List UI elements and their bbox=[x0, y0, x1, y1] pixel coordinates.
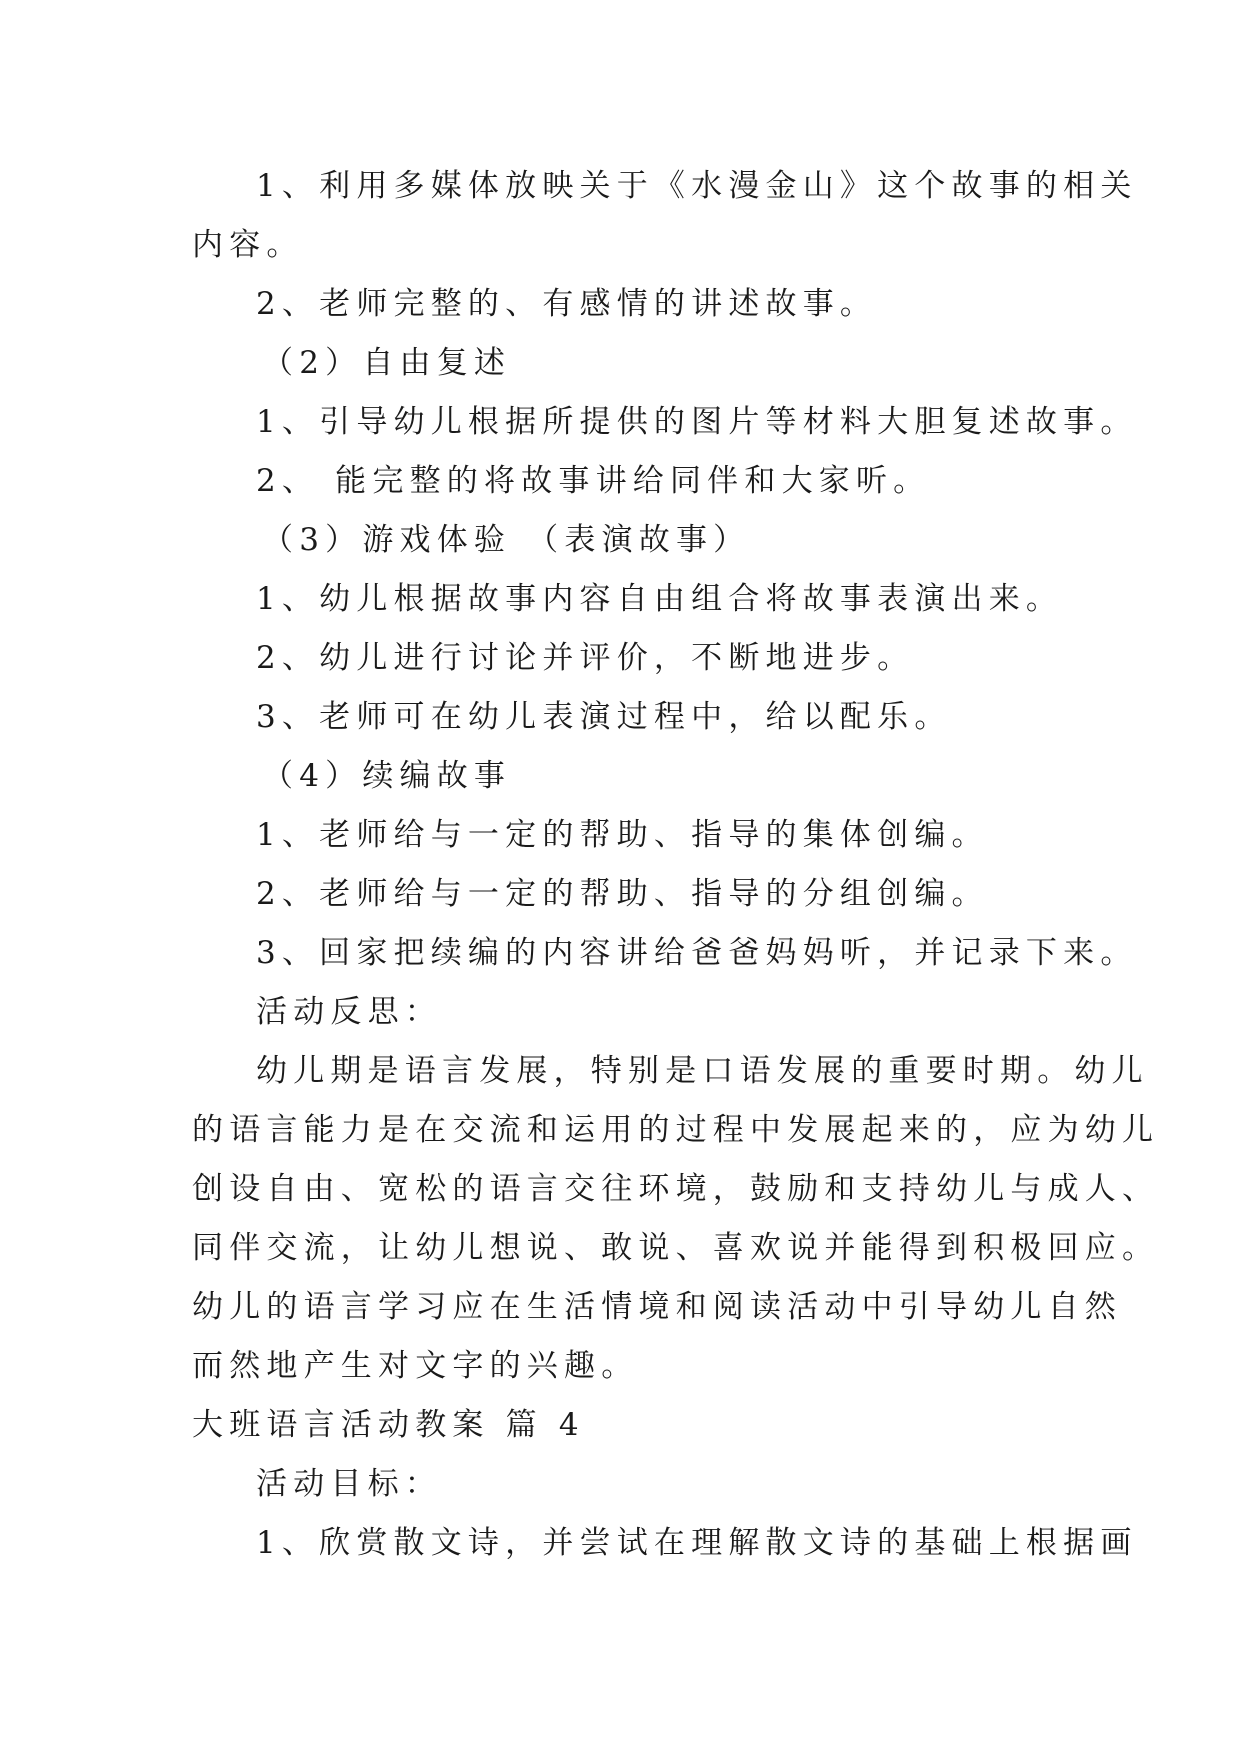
section-heading: 活动反思： bbox=[256, 994, 442, 1030]
paragraph-line: 1、幼儿根据故事内容自由组合将故事表演出来。 bbox=[256, 581, 1064, 617]
paragraph-line: 1、老师给与一定的帮助、指导的集体创编。 bbox=[256, 817, 989, 853]
paragraph-line: 内容。 bbox=[192, 227, 304, 263]
paragraph-line: 3、回家把续编的内容讲给爸爸妈妈听，并记录下来。 bbox=[256, 935, 1138, 971]
paragraph-line: 幼儿的语言学习应在生活情境和阅读活动中引导幼儿自然 bbox=[192, 1289, 1122, 1325]
paragraph-line: 2、 能完整的将故事讲给同伴和大家听。 bbox=[256, 463, 931, 499]
paragraph-line: 的语言能力是在交流和运用的过程中发展起来的，应为幼儿 bbox=[192, 1112, 1160, 1148]
paragraph-line: 1、欣赏散文诗，并尝试在理解散文诗的基础上根据画 bbox=[256, 1525, 1138, 1561]
paragraph-line: 1、引导幼儿根据所提供的图片等材料大胆复述故事。 bbox=[256, 404, 1138, 440]
paragraph-line: 幼儿期是语言发展，特别是口语发展的重要时期。幼儿 bbox=[256, 1053, 1149, 1089]
section-heading: （2）自由复述 bbox=[262, 345, 512, 381]
paragraph-line: 创设自由、宽松的语言交往环境，鼓励和支持幼儿与成人、 bbox=[192, 1171, 1160, 1207]
section-heading: 活动目标： bbox=[256, 1466, 442, 1502]
paragraph-line: 同伴交流，让幼儿想说、敢说、喜欢说并能得到积极回应。 bbox=[192, 1230, 1160, 1266]
paragraph-line: 2、幼儿进行讨论并评价，不断地进步。 bbox=[256, 640, 915, 676]
paragraph-line: 而然地产生对文字的兴趣。 bbox=[192, 1348, 639, 1384]
paragraph-line: 1、利用多媒体放映关于《水漫金山》这个故事的相关 bbox=[256, 168, 1138, 204]
chapter-title: 大班语言活动教案 篇 4 bbox=[192, 1407, 585, 1443]
paragraph-line: 2、老师完整的、有感情的讲述故事。 bbox=[256, 286, 878, 322]
paragraph-line: 3、老师可在幼儿表演过程中，给以配乐。 bbox=[256, 699, 952, 735]
paragraph-line: 2、老师给与一定的帮助、指导的分组创编。 bbox=[256, 876, 989, 912]
section-heading: （3）游戏体验 （表演故事） bbox=[262, 522, 751, 558]
section-heading: （4）续编故事 bbox=[262, 758, 512, 794]
